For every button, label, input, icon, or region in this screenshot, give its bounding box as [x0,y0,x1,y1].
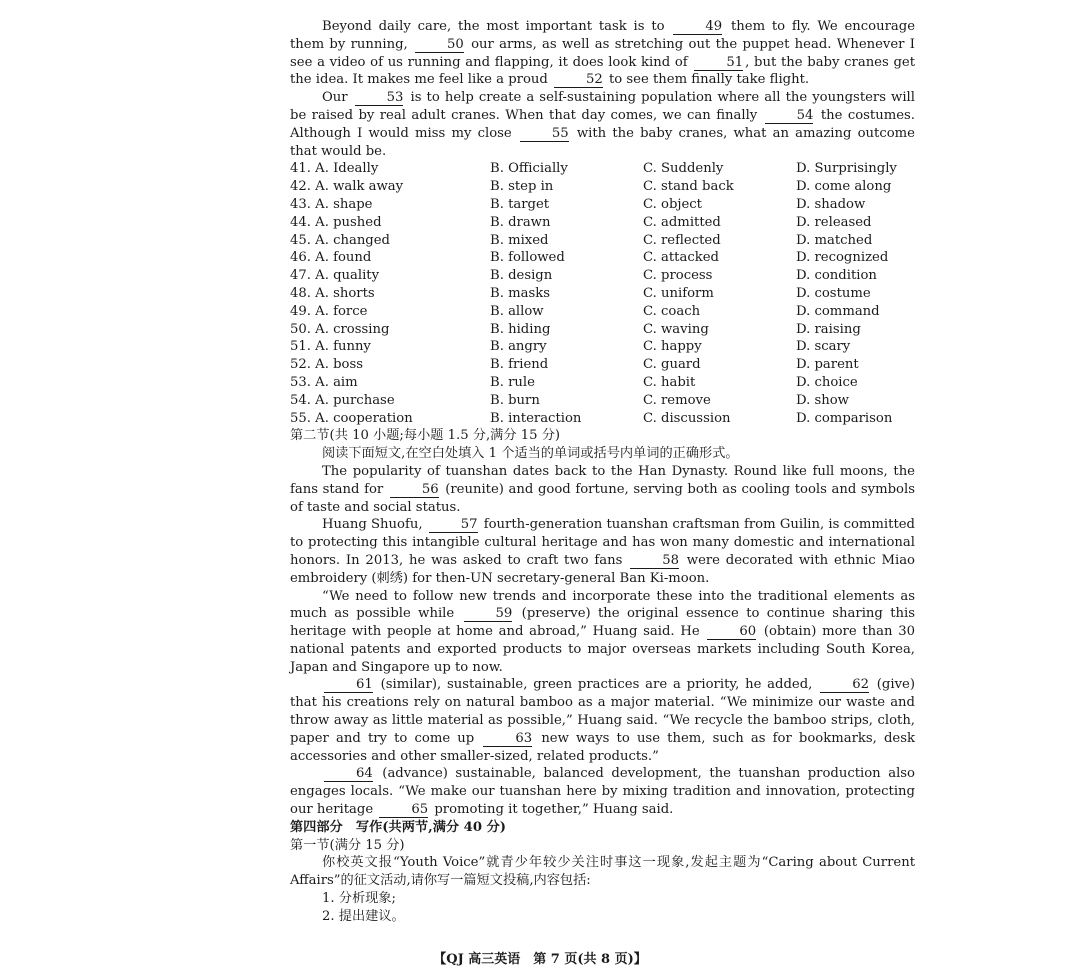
passage-text: (reunite) and good fortune, serving both as cooling tools and symbols of taste and social status. [290,481,915,515]
option-item: C. discussion [643,410,731,426]
option-item: C. waving [643,321,709,337]
part4-subheading: 第一节(满分 15 分) [290,837,405,853]
option-item: D. come along [796,179,892,195]
option-item: C. Suddenly [643,161,724,177]
option-item: D. shadow [796,196,866,212]
option-item: B. Officially [490,161,568,177]
option-item: B. hiding [490,321,551,337]
option-item: D. scary [796,339,851,355]
option-item: 55. A. cooperation [290,410,413,426]
option-item: 54. A. purchase [290,392,395,408]
passage-text: promoting it together,” Huang said. [430,802,674,818]
passage-text: the costumes. Although I would miss my close [290,107,915,141]
option-item: D. Surprisingly [796,161,897,177]
passage-text: (advance) sustainable, balanced development, the tuanshan production also engages locals. “We make our tuanshan here by mixing tradition and innovation, protecting our heritage [290,766,915,818]
page-footer: 【QJ 高三英语 第 7 页(共 8 页)】 [433,952,647,967]
passage-text: (preserve) the original essence to continue sharing this heritage with people at home and abroad,” Huang said. He [290,606,915,640]
section2-instruction: 阅读下面短文,在空白处填入 1 个适当的单词或括号内单词的正确形式。 [322,446,739,462]
option-item: B. followed [490,250,565,266]
option-item: D. comparison [796,410,893,426]
part4-heading: 第四部分 写作(共两节,满分 40 分) [290,819,507,835]
option-item: C. stand back [643,179,734,195]
option-item: B. drawn [490,214,551,230]
passage-text: The popularity of tuanshan dates back to the Han Dynasty. Round like full moons, the fans stand for [290,463,915,497]
option-item: 53. A. aim [290,374,358,390]
answer-blank: 64 [324,766,373,782]
passage-text: (obtain) more than 30 national patents and exported products to major overseas markets including South Korea, Japan and Singapore up to now. [290,624,915,675]
option-item: 42. A. walk away [290,179,404,195]
option-item: B. allow [490,303,544,319]
answer-blank: 63 [483,731,532,747]
option-item: C. admitted [643,214,721,230]
writing-item: 2. 提出建议。 [322,908,405,924]
passage-paragraph [290,676,915,765]
answer-blank: 61 [324,677,373,693]
option-item: D. show [796,392,849,408]
option-item: B. interaction [490,410,582,426]
passage-paragraph [290,18,915,89]
option-item: B. mixed [490,232,549,248]
option-item: D. matched [796,232,873,248]
passage-text: “We need to follow new trends and incorporate these into the traditional elements as much as possible while [290,588,915,622]
passage-text: is to help create a self-sustaining population where all the youngsters will be raised by real adult cranes. When that day comes, we can finally [290,90,915,123]
passage-paragraph [290,516,915,587]
passage-paragraph [290,89,915,160]
passage-text: were decorated with ethnic Miao embroidery (刺绣) for then-UN secretary-general Ban Ki-moon. [290,552,915,586]
passage-text: them to fly. We encourage them by running, [290,19,916,52]
answer-blank: 53 [355,90,404,106]
option-item: D. command [796,303,880,319]
answer-blank: 54 [765,108,814,124]
answer-blank: 56 [390,482,439,498]
passage-text: (similar), sustainable, green practices are a priority, he added, [374,677,819,693]
option-item: 47. A. quality [290,268,380,284]
option-item: B. rule [490,374,535,390]
option-item: D. raising [796,321,861,337]
answer-blank: 62 [820,677,869,693]
answer-blank: 57 [429,517,478,533]
option-item: 46. A. found [290,250,372,266]
answer-blank: 51 [694,55,743,71]
option-item: D. parent [796,357,859,373]
option-item: C. coach [643,303,701,319]
option-item: B. masks [490,285,550,301]
option-item: C. object [643,196,702,212]
section2-heading: 第二节(共 10 小题;每小题 1.5 分,满分 15 分) [290,428,561,444]
option-item: B. target [490,196,550,212]
option-item: B. burn [490,392,540,408]
passage-text: with the baby cranes, what an amazing outcome that would be. [290,125,915,159]
option-item: C. happy [643,339,702,355]
option-item: 48. A. shorts [290,285,375,301]
passage-paragraph [290,765,915,818]
passage-text: new ways to use them, such as for bookmarks, desk accessories and other smaller-sized, related products.” [290,730,915,764]
passage-text: Huang Shuofu, [322,517,427,533]
option-item: C. remove [643,392,711,408]
option-item: D. recognized [796,250,889,266]
option-item: B. angry [490,339,547,355]
writing-item: 1. 分析现象; [322,891,396,907]
passage-text: (give) that his creations rely on natural bamboo as a major material. “We minimize our waste and throw away as little material as possible,” Huang said. “We recycle the bamboo strips, cloth, paper and try to come up [290,677,915,746]
option-item: D. choice [796,374,858,390]
option-item: 41. A. Ideally [290,161,379,177]
answer-blank: 49 [673,19,722,35]
option-item: B. step in [490,179,554,195]
option-item: C. attacked [643,250,719,266]
option-item: C. uniform [643,285,714,301]
answer-blank: 55 [520,126,569,142]
answer-blank: 65 [379,802,428,818]
passage-text: Beyond daily care, the most important task is to [322,19,672,34]
passage-paragraph [290,588,915,677]
answer-blank: 50 [415,37,464,53]
option-item: B. design [490,268,553,284]
option-item: C. reflected [643,232,721,248]
option-item: D. released [796,214,872,230]
passage-text: to see them finally take flight. [604,72,810,88]
option-item: D. condition [796,268,877,284]
exam-page [290,18,915,926]
answer-blank: 58 [630,553,679,569]
options-grid [290,160,915,427]
option-item: 44. A. pushed [290,214,382,230]
answer-blank: 60 [707,624,756,640]
option-item: B. friend [490,357,549,373]
option-item: 43. A. shape [290,196,373,212]
option-item: 49. A. force [290,303,368,319]
option-item: D. costume [796,285,871,301]
option-item: C. guard [643,357,701,373]
option-item: 45. A. changed [290,232,390,248]
option-item: 51. A. funny [290,339,371,355]
writing-prompt: 你校英文报“Youth Voice”就青少年较少关注时事这一现象,发起主题为“Caring about Current Affairs”的征文活动,请你写一篇短文投稿,内容包括: [290,855,915,889]
passage-text: Our [322,90,353,106]
passage-text: our arms, as well as stretching out the puppet head. Whenever I see a video of us running and flapping, it does look kind of [290,36,915,70]
answer-blank: 59 [464,606,513,622]
option-item: 50. A. crossing [290,321,390,337]
passage-paragraph [290,463,915,516]
option-item: C. process [643,268,713,284]
passage-text: , but the baby cranes get the idea. It makes me feel like a proud [290,54,916,88]
option-item: C. habit [643,374,696,390]
passage-text: fourth-generation tuanshan craftsman from Guilin, is committed to protecting this intangible cultural heritage and has won many domestic and international honors. In 2013, he was asked to craft two fans [290,517,915,568]
answer-blank: 52 [554,72,603,88]
option-item: 52. A. boss [290,357,363,373]
